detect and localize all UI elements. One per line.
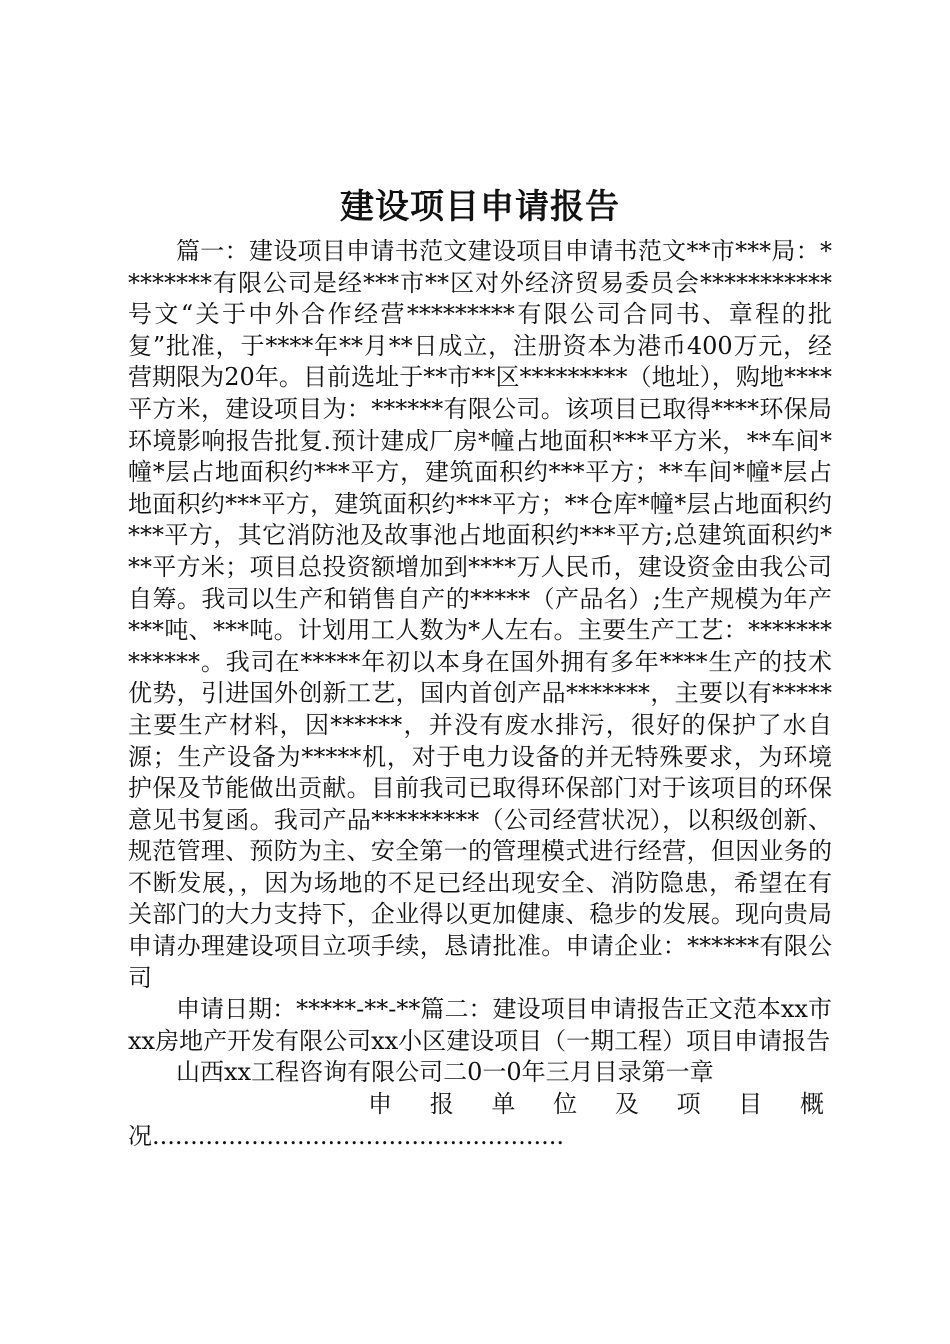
paragraph-2: 申请日期：*****-**-**篇二：建设项目申请报告正文范本xx市xx房地产开发有限公司xx小区建设项目（一期工程）项目申请报告 bbox=[128, 995, 832, 1055]
paragraph-1: 篇一：建设项目申请书范文建设项目申请书范文**市***局：********有限公司是经***市**区对外经济贸易委员会***********号文“关于中外合作经营*********有限公司合同书、章程的批复”批准，于****年**月**日成立，注册资本为港币400万元，经营期限为20年。目前选址于**市**区*********（地址），购地****平方米，建设项目为：******有限公司。该项目已取得****环保局环境影响报告批复.预计建成厂房*幢占地面积***平方米，**车间*幢*层占地面积约***平方，建筑面积约***平方；**车间*幢*层占地面积约***平方，建筑面积约***平方；**仓库*幢*层占地面积约***平方，其它消防池及故事池占地面积约***平方;总建筑面积约***平方米；项目总投资额增加到****万人民币，建设资金由我公司自筹。我司以生产和销售自产的*****（产品名）;生产规模为年产***吨、***吨。计划用工人数为*人左右。主要生产工艺：*************。我司在*****年初以本身在国外拥有多年****生产的技术优势，引进国外创新工艺，国内首创产品*******，主要以有*****主要生产材料，因******，并没有废水排污，很好的保护了水自源；生产设备为*****机，对于电力设备的并无特殊要求，为环境护保及节能做出贡献。目前我司已取得环保部门对于该项目的环保意见书复函。我司产品*********（公司经营状况），以积级创新、规范管理、预防为主、安全第一的管理模式进行经营，但因业务的不断发展，，因为场地的不足已经出现安全、消防隐患，希望在有关部门的大力支持下，企业得以更加健康、稳步的发展。现向贵局申请办理建设项目立项手续，恳请批准。申请企业：******有限公司 bbox=[128, 237, 832, 992]
toc-chapter-heading: 申报单位及项目概 bbox=[368, 1090, 832, 1119]
document-title: 建设项目申请报告 bbox=[340, 187, 620, 227]
toc-chapter-leader: 况...................................................... bbox=[128, 1121, 564, 1150]
document-page bbox=[128, 180, 832, 1152]
paragraph-3: 山西xx工程咨询有限公司二0一0年三月目录第一章 bbox=[176, 1058, 714, 1087]
